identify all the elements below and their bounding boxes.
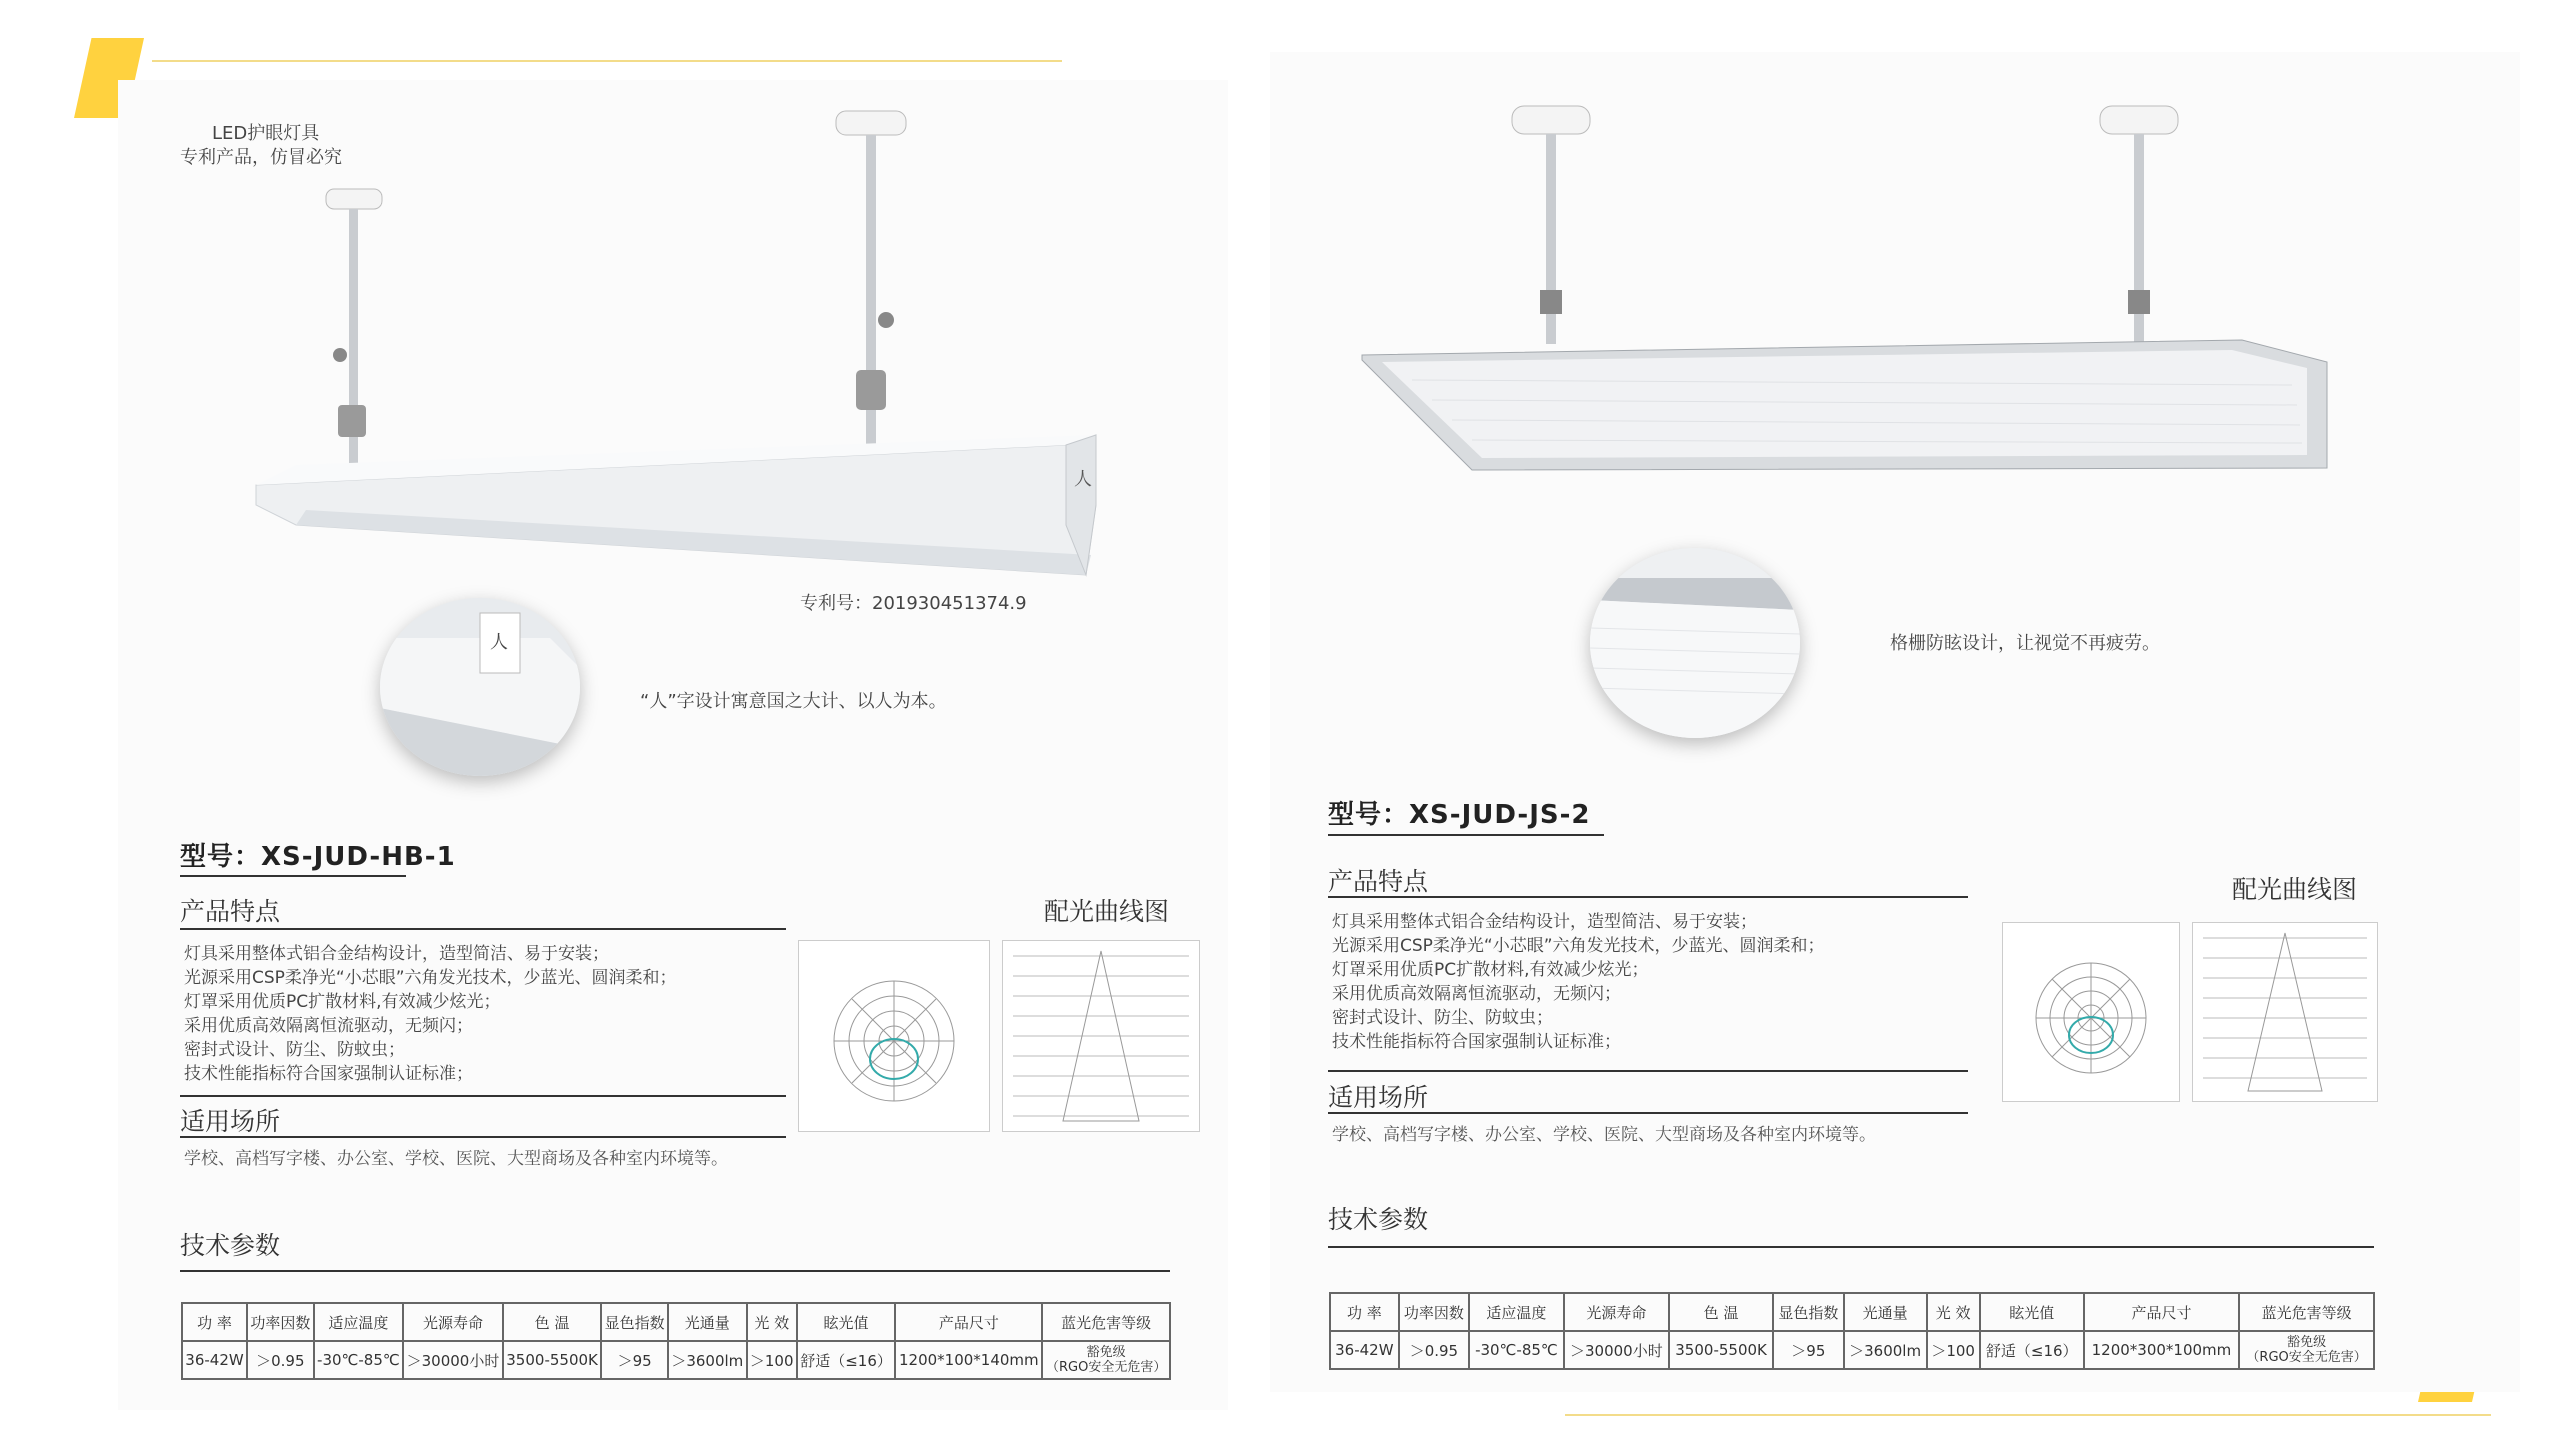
spec-header: 适应温度 — [1469, 1293, 1564, 1331]
features-rule-right — [1328, 896, 1968, 898]
grille-detail-circle-image — [1590, 548, 1800, 738]
spec-header: 眩光值 — [797, 1303, 896, 1341]
features-title-right: 产品特点 — [1328, 867, 1429, 896]
feature-item: 灯具采用整体式铝合金结构设计，造型简洁、易于安装； — [1332, 912, 1757, 932]
spec-header: 产品尺寸 — [895, 1303, 1042, 1341]
spec-value: 舒适（≤16） — [797, 1341, 896, 1379]
spec-value: 豁免级 （RGO安全无危害） — [2239, 1331, 2374, 1369]
feature-item: 密封式设计、防尘、防蚊虫； — [184, 1040, 405, 1060]
places-text-left: 学校、高档写字楼、办公室、学校、医院、大型商场及各种室内环境等。 — [184, 1149, 728, 1169]
brand-line-1: LED护眼灯具 — [212, 123, 320, 144]
curve-title-left: 配光曲线图 — [1044, 897, 1170, 926]
spec-value: ＞0.95 — [1399, 1331, 1469, 1369]
features-list-left — [184, 942, 677, 1086]
feature-item: 灯具采用整体式铝合金结构设计，造型简洁、易于安装； — [184, 944, 609, 964]
places-title-right: 适用场所 — [1328, 1083, 1429, 1112]
spec-value: 舒适（≤16） — [1980, 1331, 2084, 1369]
places-rule-right — [1328, 1112, 1968, 1114]
features-title-left: 产品特点 — [180, 897, 281, 926]
spec-header-row — [182, 1303, 1170, 1341]
spec-header-row — [1330, 1293, 2374, 1331]
grille-note: 格栅防眩设计，让视觉不再疲劳。 — [1890, 633, 2160, 654]
spec-header: 色 温 — [1669, 1293, 1773, 1331]
curve-title-right: 配光曲线图 — [2232, 875, 2358, 904]
spec-header: 蓝光危害等级 — [1042, 1303, 1170, 1341]
patent-number: 专利号：201930451374.9 — [800, 593, 1027, 614]
spec-rule-right — [1328, 1246, 2374, 1248]
features-list-right — [1332, 910, 1825, 1054]
places-rule-top-left — [180, 1095, 786, 1097]
svg-text:人: 人 — [1074, 469, 1092, 490]
spec-value: ＞0.95 — [247, 1341, 314, 1379]
model-underline-left — [180, 875, 406, 877]
spec-header: 蓝光危害等级 — [2239, 1293, 2374, 1331]
spec-value: ＞30000小时 — [403, 1341, 503, 1379]
detail-circle-image — [380, 598, 580, 776]
polar-curve-chart-right — [2002, 922, 2180, 1102]
spec-value: ＞3600lm — [1844, 1331, 1927, 1369]
spec-title-right: 技术参数 — [1328, 1205, 1429, 1234]
polar-curve-chart-left — [798, 940, 990, 1132]
feature-item: 技术性能指标符合国家强制认证标准； — [184, 1064, 473, 1084]
spec-value-row — [182, 1341, 1170, 1379]
feature-item: 灯罩采用优质PC扩散材料,有效减少炫光； — [1332, 960, 1649, 980]
spec-header: 光 效 — [1927, 1293, 1980, 1331]
spec-header: 色 温 — [503, 1303, 602, 1341]
spec-header: 光源寿命 — [1564, 1293, 1669, 1331]
spec-value-row — [1330, 1331, 2374, 1369]
feature-item: 灯罩采用优质PC扩散材料,有效减少炫光； — [184, 992, 501, 1012]
model-title-left: 型号：XS-JUD-HB-1 — [180, 842, 456, 872]
spec-value: ＞100 — [747, 1341, 797, 1379]
spec-header: 功率因数 — [247, 1303, 314, 1341]
spec-header: 显色指数 — [601, 1303, 668, 1341]
spec-header: 功 率 — [182, 1303, 247, 1341]
gold-rule-bottom — [1565, 1414, 2491, 1416]
spec-header: 光源寿命 — [403, 1303, 503, 1341]
spec-value: ＞30000小时 — [1564, 1331, 1669, 1369]
feature-item: 光源采用CSP柔净光“小芯眼”六角发光技术，少蓝光、圆润柔和； — [184, 968, 677, 988]
design-note: “人”字设计寓意国之大计、以人为本。 — [640, 691, 947, 712]
spec-value: -30℃-85℃ — [1469, 1331, 1564, 1369]
candela-table-left — [1002, 940, 1200, 1132]
spec-value: ＞95 — [1773, 1331, 1843, 1369]
places-title-left: 适用场所 — [180, 1107, 281, 1136]
spec-value: 36-42W — [182, 1341, 247, 1379]
feature-item: 采用优质高效隔离恒流驱动，无频闪； — [1332, 984, 1621, 1004]
places-rule-top-right — [1328, 1070, 1968, 1072]
model-underline-right — [1328, 834, 1604, 836]
spec-header: 光 效 — [747, 1303, 797, 1341]
places-text-right: 学校、高档写字楼、办公室、学校、医院、大型商场及各种室内环境等。 — [1332, 1125, 1876, 1145]
model-title-right: 型号：XS-JUD-JS-2 — [1328, 800, 1591, 830]
spec-header: 功 率 — [1330, 1293, 1399, 1331]
spec-value: ＞3600lm — [668, 1341, 747, 1379]
spec-value: 3500-5500K — [503, 1341, 602, 1379]
spec-value: 豁免级 （RGO安全无危害） — [1042, 1341, 1170, 1379]
lamp-js-2-image — [1352, 100, 2352, 480]
spec-title-left: 技术参数 — [180, 1231, 281, 1260]
feature-item: 技术性能指标符合国家强制认证标准； — [1332, 1032, 1621, 1052]
spec-table-right — [1329, 1292, 2375, 1370]
brand-line-2: 专利产品，仿冒必究 — [180, 147, 342, 168]
spec-value: 1200*100*140mm — [895, 1341, 1042, 1379]
spec-header: 显色指数 — [1773, 1293, 1843, 1331]
lamp-hb-1-image — [236, 105, 1106, 585]
feature-item: 密封式设计、防尘、防蚊虫； — [1332, 1008, 1553, 1028]
places-rule-left — [180, 1136, 786, 1138]
spec-value: ＞100 — [1927, 1331, 1980, 1369]
spec-value: 3500-5500K — [1669, 1331, 1773, 1369]
spec-header: 光通量 — [668, 1303, 747, 1341]
feature-item: 光源采用CSP柔净光“小芯眼”六角发光技术，少蓝光、圆润柔和； — [1332, 936, 1825, 956]
spec-value: 36-42W — [1330, 1331, 1399, 1369]
candela-table-right — [2192, 922, 2378, 1102]
gold-rule-top — [152, 60, 1062, 62]
spec-value: ＞95 — [601, 1341, 668, 1379]
spec-header: 产品尺寸 — [2084, 1293, 2239, 1331]
spec-header: 适应温度 — [314, 1303, 404, 1341]
spec-rule-left — [180, 1270, 1170, 1272]
spec-table-left — [181, 1302, 1171, 1380]
features-rule-left — [180, 928, 786, 930]
svg-text:人: 人 — [490, 632, 508, 653]
spec-value: 1200*300*100mm — [2084, 1331, 2239, 1369]
spec-header: 光通量 — [1844, 1293, 1927, 1331]
spec-header: 眩光值 — [1980, 1293, 2084, 1331]
spec-header: 功率因数 — [1399, 1293, 1469, 1331]
feature-item: 采用优质高效隔离恒流驱动，无频闪； — [184, 1016, 473, 1036]
spec-value: -30℃-85℃ — [314, 1341, 404, 1379]
